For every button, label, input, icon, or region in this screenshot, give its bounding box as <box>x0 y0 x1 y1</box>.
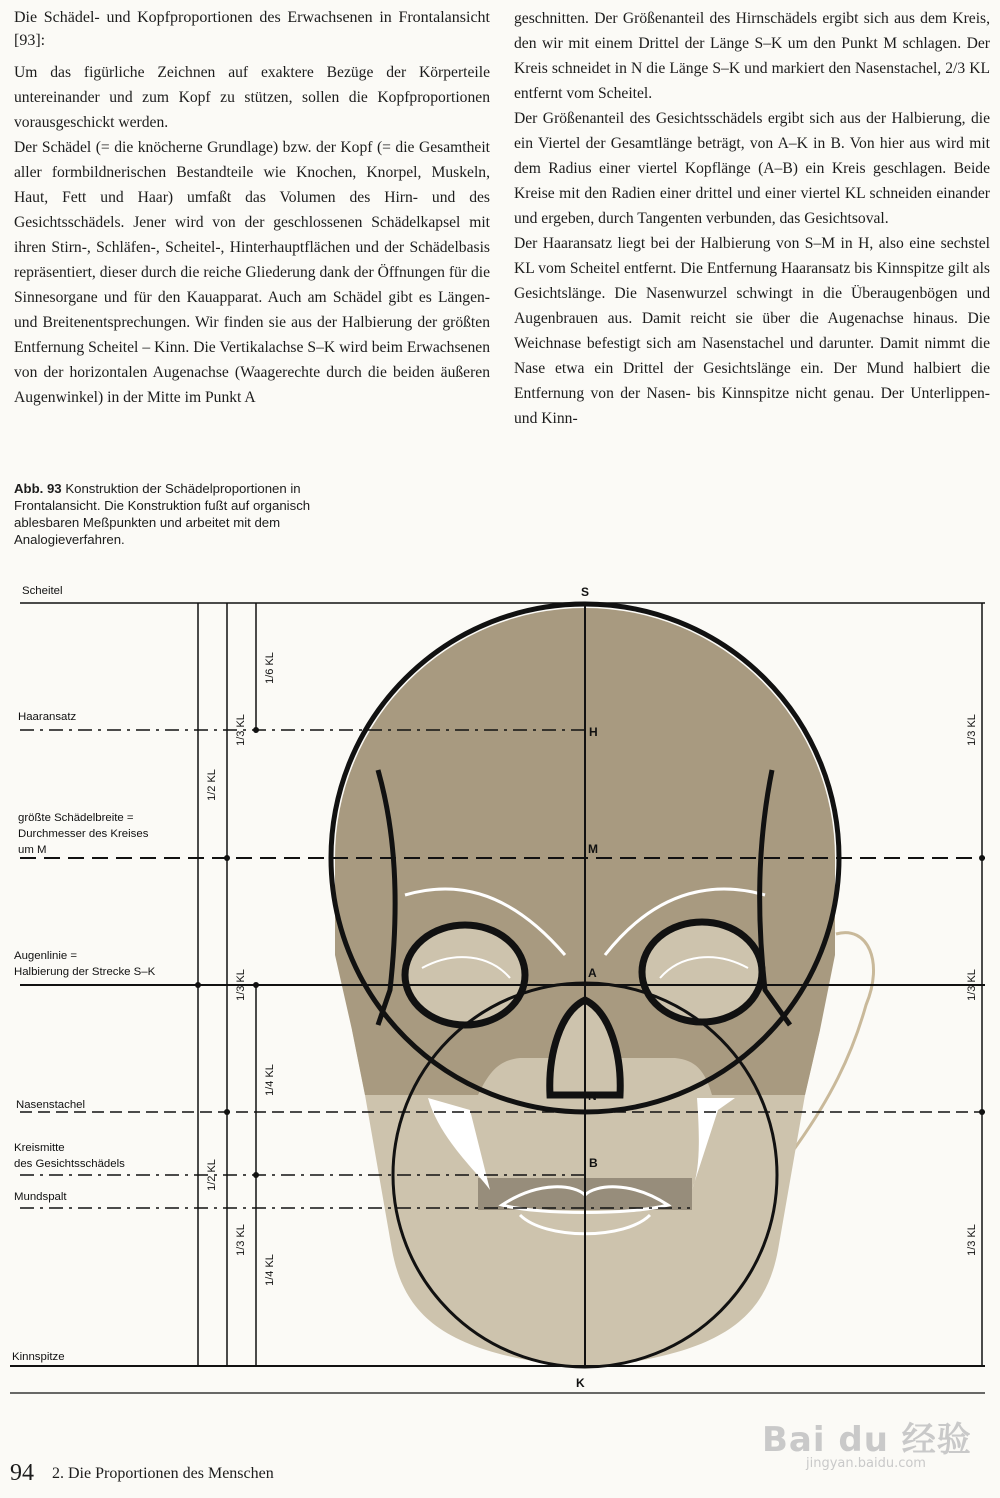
measure-third: 1/3 KL <box>235 714 247 746</box>
page-number: 94 <box>10 1460 34 1486</box>
label-kreismitte: des Gesichtsschädels <box>14 1158 125 1170</box>
measure-right-third: 1/3 KL <box>966 1224 978 1256</box>
label-schaedelbreite: Durchmesser des Kreises <box>18 828 149 840</box>
section-heading: Die Schädel- und Kopfproportionen des Erwachsenen in Frontalansicht [93]: <box>14 9 490 49</box>
caption-text: Konstruktion der Schädelproportionen in Frontalansicht. Die Konstruktion fußt auf organisch ablesbaren Meßpunkten und arbeitet mit dem Analogieverfahren. <box>14 481 311 547</box>
watermark-url: jingyan.baidu.com <box>806 1456 926 1471</box>
measure-sixth: 1/6 KL <box>264 652 276 684</box>
label-nasenstachel: Nasenstachel <box>16 1099 86 1111</box>
measure-quarter: 1/4 KL <box>264 1064 276 1096</box>
caption-label: Abb. 93 <box>14 481 62 496</box>
paragraph: Der Haaransatz liegt bei der Halbierung von S–M in H, also eine sechstel KL vom Scheitel entfernt. Die Entfernung Haaransatz bis Kinnspitze gilt als Gesichtslänge. Die Nasenwurzel schwingt in die Überaugenbögen und Augenbrauen aus. Damit reicht sie über die Augenachse hinaus. Die Weichnase befestigt sich am Nasenstachel und darunter. Damit nimmt die Nase etwa ein Drittel der Gesichtslänge ein. Der Mund halbiert die Entfernung von der Nasen- bis Kinnspitze nicht genau. Der Unterlippen- und Kinn- <box>514 235 990 427</box>
label-haaransatz: Haaransatz <box>18 711 77 723</box>
chapter-title: 2. Die Proportionen des Menschen <box>52 1465 274 1482</box>
watermark-logo: Bai du 经验 <box>762 1420 972 1460</box>
paragraph: geschnitten. Der Größenanteil des Hirnschädels ergibt sich aus dem Kreis, den wir mit einem Drittel der Länge S–K um den Punkt M schlagen. Der Kreis schneidet in N die Länge S–K und markiert den Nasenstachel, 2/3 KL entfernt vom Scheitel. <box>514 10 990 102</box>
measure-third: 1/3 KL <box>235 1224 247 1256</box>
paragraph: Der Größenanteil des Gesichtsschädels ergibt sich aus der Halbierung, die ein Viertel der Gesamtlänge beträgt, von A–K in B. Von hier aus wird mit dem Radius einer viertel Kopflänge (A–B) ein Kreis geschlagen. Beide Kreise mit den Radien einer drittel und einer viertel KL schneiden einander und ergeben, durch Tangenten verbunden, das Gesichtsoval. <box>514 110 990 227</box>
paragraph: Der Schädel (= die knöcherne Grundlage) bzw. der Kopf (= die Gesamtheit aller formbildnerischen Bestandteile wie Knochen, Knorpel, Muskeln, Haut, Fett und Haar) umfaßt das Volumen des Hirn- und des Gesichtsschädels. Jener wird von der geschlossenen Schädelkapsel mit ihren Stirn-, Schläfen-, Scheitel-, Hinterhauptflächen und der Schädelbasis repräsentiert, dieser durch die reiche Gliederung dank der Öffnungen für die Sinnesorgane und für den Kauapparat. Auch am Schädel gibt es Längen- und Breitenentsprechungen. Wir finden sie aus der Halbierung der größten Entfernung Scheitel – Kinn. Die Vertikalachse S–K wird beim Erwachsenen von der horizontalen Augenachse (Waagerechte durch die beiden äußeren Augenwinkel) in der Mitte im Punkt A <box>14 139 490 406</box>
skull-proportion-diagram <box>0 575 1000 1405</box>
label-mundspalt: Mundspalt <box>14 1191 67 1203</box>
point-a: A <box>588 966 597 980</box>
label-schaedelbreite: um M <box>18 844 47 856</box>
measure-right-third: 1/3 KL <box>966 714 978 746</box>
label-scheitel: Scheitel <box>22 585 63 597</box>
point-b: B <box>589 1156 598 1170</box>
point-m: M <box>588 842 598 856</box>
label-schaedelbreite: größte Schädelbreite = <box>18 812 134 824</box>
point-s: S <box>581 585 590 599</box>
paragraph: Um das figürliche Zeichnen auf exaktere Bezüge der Körperteile untereinander und zum Kopf zu stützen, sollen die Kopfproportionen vorausgeschickt werden. <box>14 64 490 131</box>
point-k: K <box>576 1376 585 1390</box>
point-h: H <box>589 725 598 739</box>
measure-half: 1/2 KL <box>206 1159 218 1191</box>
page-footer <box>10 1460 274 1487</box>
measure-quarter: 1/4 KL <box>264 1254 276 1286</box>
measure-half: 1/2 KL <box>206 769 218 801</box>
label-kinnspitze: Kinnspitze <box>12 1351 65 1363</box>
label-augenlinie: Halbierung der Strecke S–K <box>14 966 156 978</box>
label-kreismitte: Kreismitte <box>14 1142 65 1154</box>
measure-third: 1/3 KL <box>235 969 247 1001</box>
point-n: N <box>588 1089 597 1103</box>
measure-right-third: 1/3 KL <box>966 969 978 1001</box>
figure-caption <box>14 480 314 548</box>
left-text-column <box>14 6 490 410</box>
right-eye-socket <box>642 922 762 1022</box>
right-text-column <box>514 6 990 431</box>
label-augenlinie: Augenlinie = <box>14 950 78 962</box>
